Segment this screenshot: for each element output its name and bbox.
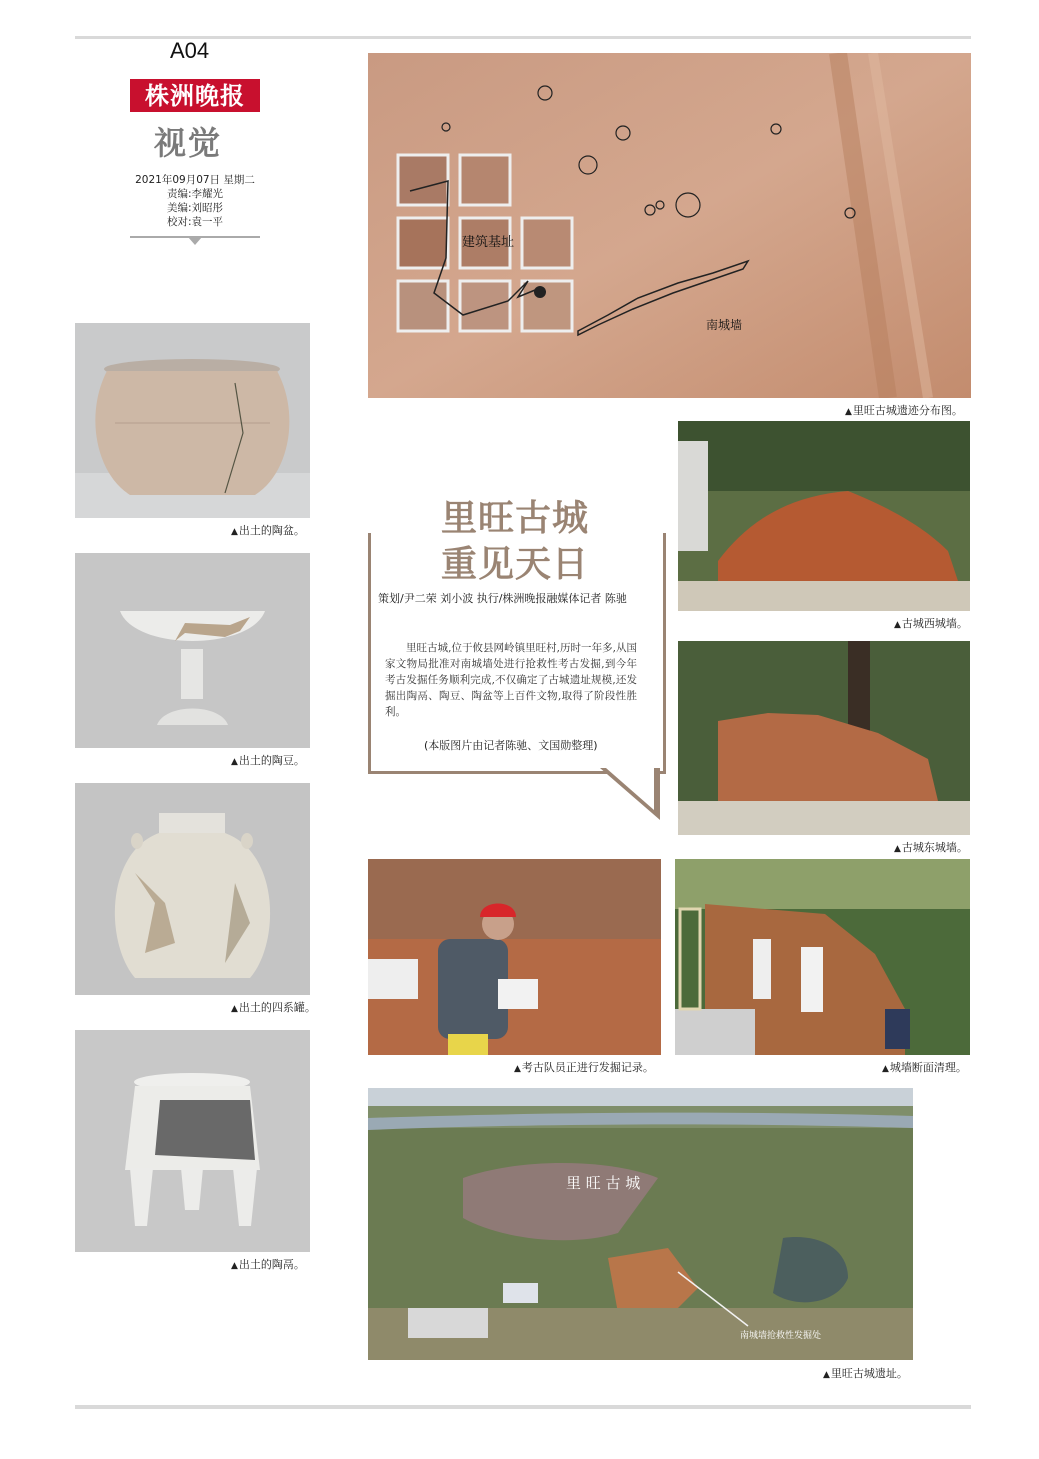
west-wall-photo: [678, 421, 970, 611]
caption-aerial: ▲里旺古城遗址。: [823, 1367, 908, 1380]
designer-line: 美编:刘昭彤: [166, 202, 224, 214]
caption-west-wall: ▲古城西城墙。: [894, 617, 968, 630]
caption-cleaning: ▲城墙断面清理。: [882, 1061, 967, 1074]
pottery-basin-photo: [75, 323, 310, 518]
pottery-dou-photo: [75, 553, 310, 748]
caption-dou: ▲出土的陶豆。: [231, 754, 305, 767]
aerial-label-city: 里 旺 古 城: [566, 1174, 641, 1192]
photo-credit-note: (本版图片由记者陈驰、文国勋整理): [424, 739, 598, 752]
editor-line: 责编:李耀光: [166, 188, 224, 200]
article-body: 里旺古城,位于攸县网岭镇里旺村,历时一年多,从国家文物局批准对南城墙处进行抢救性考古发掘,到今年考古发掘任务顺利完成,不仅确定了古城遗址规模,还发掘出陶鬲、陶豆、陶盆等上百件文物,取得了阶段性胜利。: [385, 642, 637, 718]
aerial-label-excavation: 南城墙抢救性发掘处: [740, 1331, 822, 1341]
caption-jar: ▲出土的四系罐。: [231, 1001, 316, 1014]
caption-recording: ▲考古队员正进行发掘记录。: [514, 1061, 654, 1074]
headline-line-2: 重见天日: [440, 544, 589, 585]
masthead-logo: 株洲晚报: [130, 79, 260, 112]
aerial-site-photo: [368, 1088, 913, 1360]
headline-frame-tail-inner: [606, 768, 654, 810]
map-label-building: 建筑基址: [462, 235, 515, 250]
section-title: 视觉: [154, 124, 223, 162]
map-label-south-wall: 南城墙: [706, 318, 743, 332]
page-number: A04: [170, 38, 210, 63]
site-map-photo: [368, 53, 971, 398]
headline-line-1: 里旺古城: [440, 498, 589, 539]
caption-east-wall: ▲古城东城墙。: [894, 841, 968, 854]
wall-cleaning-photo: [675, 859, 970, 1055]
pottery-li-photo: [75, 1030, 310, 1252]
east-wall-photo: [678, 641, 970, 835]
caption-basin: ▲出土的陶盆。: [231, 524, 305, 537]
four-lug-jar-photo: [75, 783, 310, 995]
bottom-rule: [75, 1405, 971, 1409]
header-notch: [188, 237, 202, 245]
recording-photo: [368, 859, 661, 1055]
top-rule: [75, 36, 971, 39]
proofreader-line: 校对:袁一平: [166, 216, 224, 228]
article-credits: 策划/尹二荣 刘小波 执行/株洲晚报融媒体记者 陈驰: [378, 592, 627, 605]
date-line: 2021年09月07日 星期二: [135, 174, 255, 186]
caption-li: ▲出土的陶鬲。: [231, 1258, 305, 1271]
caption-map: ▲里旺古城遗迹分布图。: [845, 404, 963, 417]
